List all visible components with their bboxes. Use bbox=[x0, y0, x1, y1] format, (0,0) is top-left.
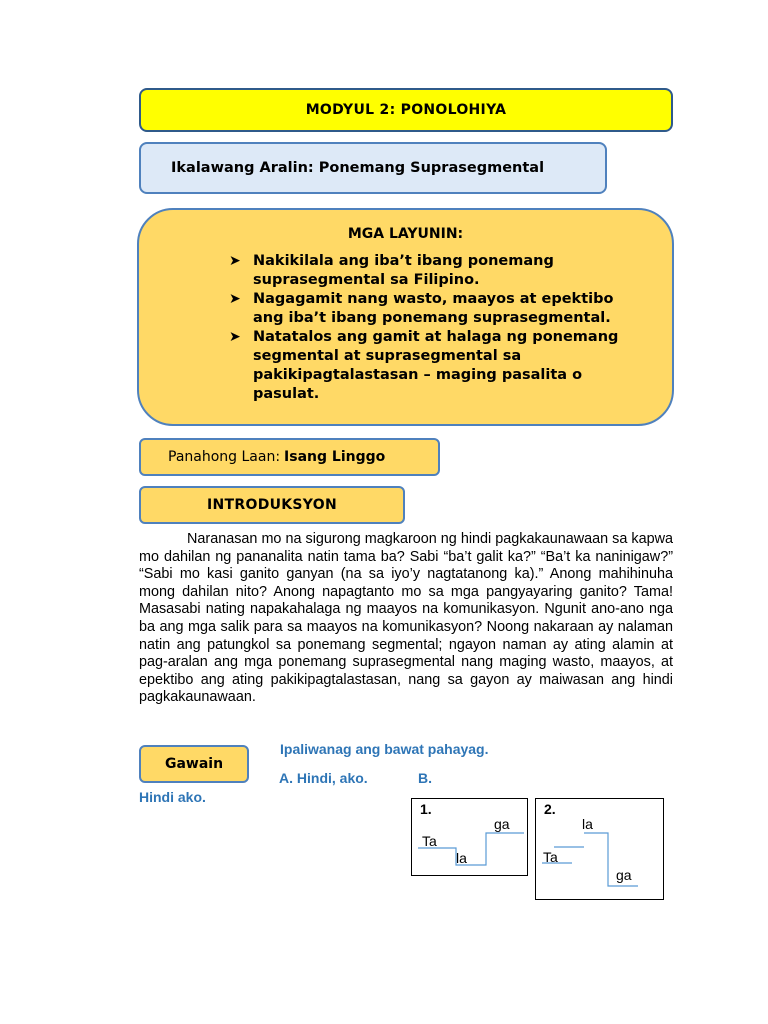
arrow-bullet-icon: ➤ bbox=[229, 253, 241, 269]
time-value: Isang Linggo bbox=[284, 449, 386, 465]
panel-number: 2. bbox=[544, 801, 556, 817]
lesson-title-banner bbox=[139, 142, 607, 194]
objectives-title: MGA LAYUNIN: bbox=[347, 226, 464, 242]
activity-item-a: A. Hindi, ako. bbox=[279, 770, 368, 786]
activity-item-b-letter: B. bbox=[418, 770, 432, 786]
activity-heading-box bbox=[139, 745, 249, 783]
objective-item: ➤ Nagagamit nang wasto, maayos at epektibo ang iba’t ibang ponemang suprasegmental. bbox=[229, 291, 614, 326]
syllable-ga: ga bbox=[494, 816, 510, 832]
objectives-panel bbox=[137, 208, 674, 426]
syllable-la: la bbox=[582, 816, 593, 832]
objective-item: ➤ Natatalos ang gamit at halaga ng ponemang segmental at suprasegmental sa pakikipagtalastasan – maging pasalita o pasulat. bbox=[229, 329, 619, 402]
lesson-title: Ikalawang Aralin: Ponemang Suprasegmental bbox=[171, 160, 545, 176]
activity-heading: Gawain bbox=[164, 756, 224, 772]
syllable-ga: ga bbox=[616, 867, 632, 883]
arrow-bullet-icon: ➤ bbox=[229, 291, 241, 307]
module-title-banner bbox=[139, 88, 673, 132]
panel-number: 1. bbox=[420, 801, 432, 817]
introduction-heading: INTRODUKSYON bbox=[207, 497, 337, 513]
time-allotment-box bbox=[139, 438, 440, 476]
module-title: MODYUL 2: PONOLOHIYA bbox=[305, 102, 507, 118]
objective-item: ➤ Nakikilala ang iba’t ibang ponemang suprasegmental sa Filipino. bbox=[229, 253, 554, 288]
syllable-ta: Ta bbox=[422, 833, 437, 849]
objectives-list bbox=[229, 252, 639, 404]
activity-instruction: Ipaliwanag ang bawat pahayag. bbox=[280, 741, 489, 757]
time-label: Panahong Laan: bbox=[168, 449, 281, 465]
syllable-ta: Ta bbox=[543, 849, 558, 865]
activity-item-b-text: Hindi ako. bbox=[139, 789, 206, 805]
arrow-bullet-icon: ➤ bbox=[229, 329, 241, 345]
syllable-la: la bbox=[456, 850, 467, 866]
intonation-panel-1 bbox=[411, 798, 528, 876]
intonation-panel-2 bbox=[535, 798, 664, 900]
introduction-paragraph: Naranasan mo na sigurong magkaroon ng hindi pagkakaunawaan sa kapwa mo dahilan ng pananalita natin tama ba? Sabi “ba’t galit ka?” “Ba’t ka naninigaw?” “Sabi mo kasi ganito ganyan (na sa iyo’y nagtatanong ka).” Anong mahihinuha mong dahilan nito? Anong napagtanto mo sa mga pangyayaring ganito? Tama! Masasabi nating napakahalaga ng maayos na komunikasyon. Ngunit ano-ano nga ba ang mga salik para sa maayos na komunikasyon? Noong nakaraan ay nalaman natin ang patungkol sa ponemang segmental; ngayon naman ay ating alamin at pag-aralan ang mga ponemang suprasegmental nang maging wasto, maayos, at epektibo ang ating pakikipagtalastasan, nang sa gayon ay maiwasan ang hindi pagkakaunawaan. bbox=[139, 531, 673, 706]
introduction-heading-box bbox=[139, 486, 405, 524]
